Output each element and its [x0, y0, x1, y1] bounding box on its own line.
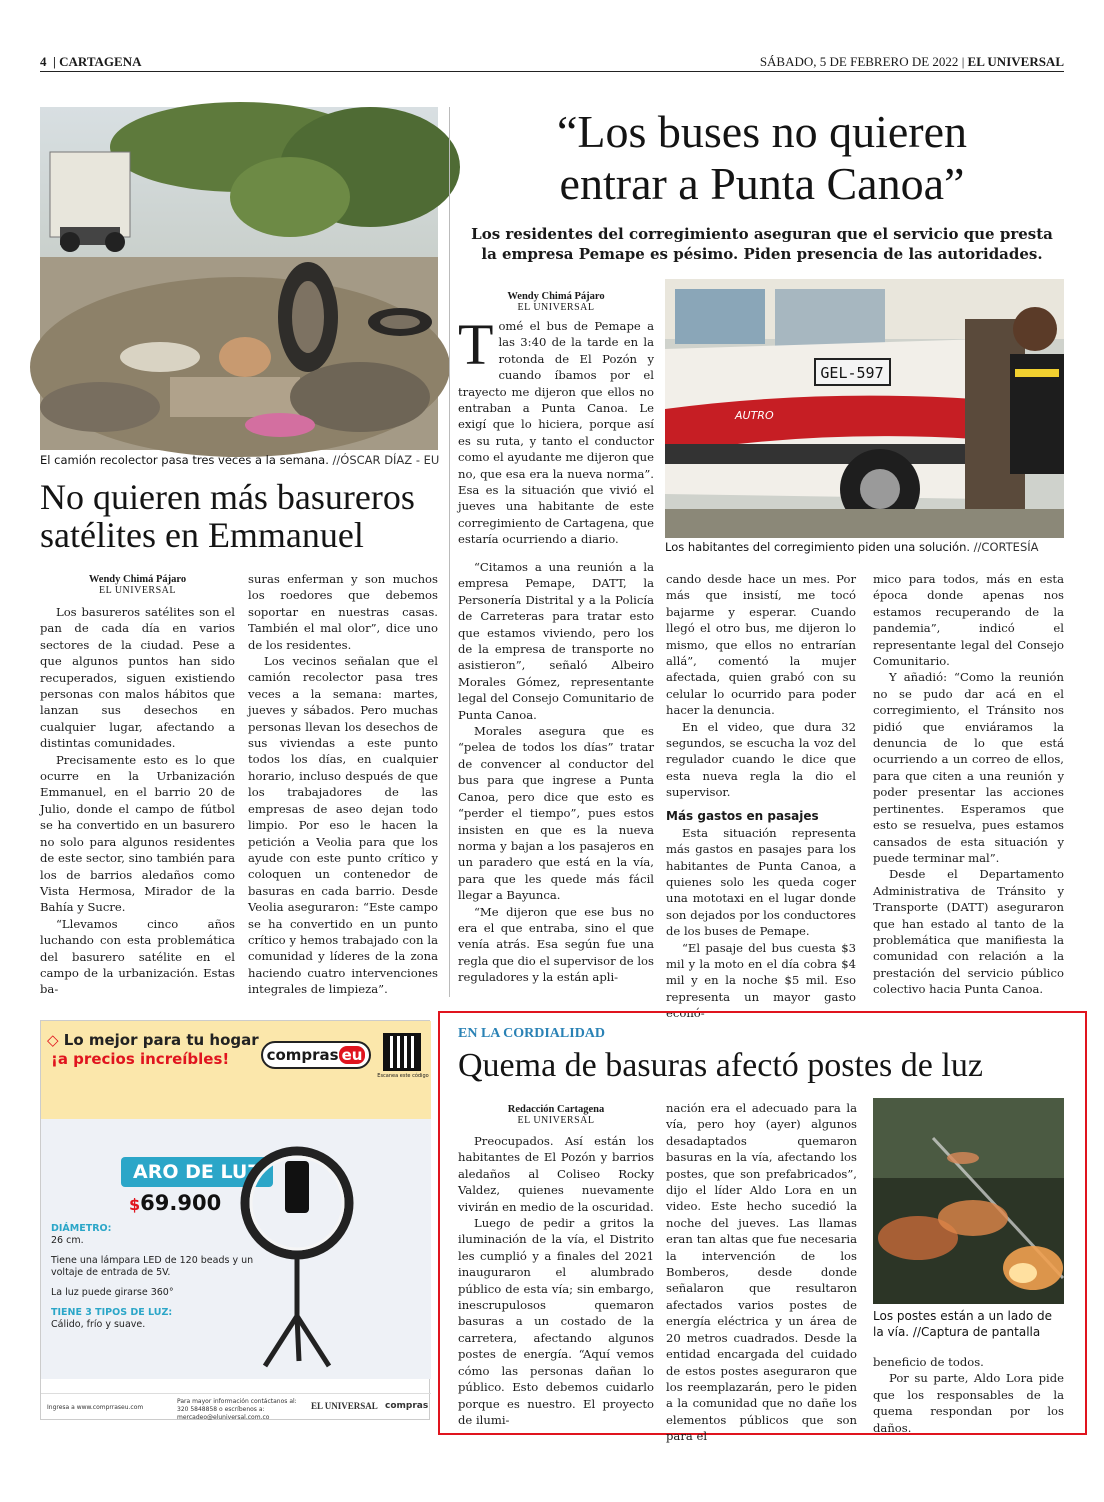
bus-image — [665, 279, 1064, 538]
article2-col3: mico para todos, más en esta época donde apenas nos estamos recuperando de la pandemia”, indicó el representante legal del Consejo Comunitario. Y añadió: “Como la reunión no se pudo dar acá en el corregimiento, el Tránsito nos pidió que enviáramos la denuncia de lo que está ocurriendo a un correo de ellos, para que citen a una reunión y poder presentar las acciones pertinentes. Esperamos que esto se resuelva, pues estamos cansados de esta situación y puede terminar mal”. Desde el Departamento Administrativa de Tránsito y Transporte (DATT) aseguraron que han estado al tanto de la problemática que manifiesta la comunidad con relación a la prestación del servicio público colectivo hacia Punta Canoa. — [873, 572, 1064, 997]
headline-buses: “Los buses no quieren entrar a Punta Canoa” — [556, 106, 968, 209]
product-name: ARO DE LUZ — [121, 1157, 273, 1187]
article3-col2: nación era el adecuado para la vía, pero hoy (ayer) algunos desadaptados quemaron basuras en la vía, afectando los postes, que son prefabricados”, dijo el líder Aldo Lora en un video. Este hecho sucedió la noche del jueves. Las llamas eran tan altas que fue necesaria la intervención de los Bomberos, desde donde señalaron que resultaron afectados varios postes de energía eléctrica y un área de 20 metros cuadrados. Desde la entidad encargada del cuidado de estos postes aseguraron que los reemplazarán, pero le piden a la comunidad que no dañe los elementos públicos que son para el — [666, 1101, 857, 1444]
garbage-photo — [40, 107, 438, 450]
photo-caption-2: Los habitantes del corregimiento piden una solución. //CORTESÍA — [665, 540, 1039, 554]
qr-label: Escanea este código — [377, 1073, 429, 1079]
section-label: 4 | CARTAGENA — [40, 54, 142, 69]
article3-col3: beneficio de todos. Por su parte, Aldo Lora pide que los responsables de la quema respondan por los daños. — [873, 1355, 1064, 1435]
article2-col1-bottom: “Citamos a una reunión a la empresa Pemape, DATT, la Personería Distrital y a la Policía de Carreteras para tratar esto que estamos viviendo, pero los de la empresa de transporte no asistieron”, señaló Albeiro Morales Gómez, representante legal del Consejo Comunitario de Punta Canoa. Morales asegura que es “pelea de todos los días” tratar de convencer al conductor del bus para que ingrese a Punta Canoa, pero dice que esto es “perder el tiempo”, pues estos insisten en que es la nueva norma y bajan a los pasajeros en un paradero que está en la vía, para que les quede más fácil llegar a Bayunca. “Me dijeron que ese bus no era el que entraba, sino el que venía atrás. Esa según fue una regla que dio el supervisor de los reguladores y la están apli- — [458, 560, 654, 985]
headline-basureros: No quieren más basureros satélites en Emmanuel — [40, 477, 415, 555]
page-header — [40, 52, 1064, 72]
kicker-cordialidad: EN LA CORDIALIDAD — [458, 1026, 606, 1041]
advertisement[interactable] — [40, 1020, 430, 1420]
photo-caption-1: El camión recolector pasa tres veces a la semana. //ÓSCAR DÍAZ - EU — [40, 453, 440, 467]
byline-3: Redacción Cartagena EL UNIVERSAL — [507, 1104, 605, 1126]
photo-caption-3: Los postes están a un lado de la vía. //Captura de pantalla — [873, 1309, 1053, 1339]
product-specs: DIÁMETRO: 26 cm. Tiene una lámpara LED de 120 beads y un voltaje de entrada de 5V. La luz puede girarse 360° TIENE 3 TIPOS DE LUZ: Cálido, frío y suave. — [51, 1223, 254, 1330]
article1-col2: suras enferman y son muchos los roedores que debemos soportar en nuestras casas. También el mal olor”, dice uno de los residentes. Los vecinos señalan que el camión recolector pasa tres veces a la semana: martes, jueves y sábados. Pero muchas personas llevan los desechos de sus viviendas a este punto todos los días, en cualquier horario, incluso después de que los trabajadores de las empresas de aseo dejan todo limpio. Por eso le hacen la petición a Veolia para que los ayude con este punto crítico y coloquen un contenedor de basuras en cada barrio. Desde Veolia aseguraron: “Este campo se ha convertido en un punto crítico y hemos trabajado con la comunidad y líderes de la zona haciendo cuatro intervenciones integrales de limpieza”. — [248, 572, 438, 997]
column-divider — [449, 107, 450, 997]
deck-buses: Los residentes del corregimiento aseguran que el servicio que presta la empresa Pemape es pésimo. Piden presencia de las autoridades. — [471, 225, 1053, 263]
svg-text:AUTRO: AUTRO — [735, 409, 774, 422]
date-line: SÁBADO, 5 DE FEBRERO DE 2022 | EL UNIVERSAL — [759, 54, 1064, 69]
byline-1: Wendy Chimá Pájaro EL UNIVERSAL — [88, 574, 187, 596]
svg-text:GEL-597: GEL-597 — [820, 364, 884, 382]
qr-code-icon[interactable] — [383, 1033, 421, 1071]
byline-2: Wendy Chimá Pájaro EL UNIVERSAL — [507, 291, 605, 313]
garbage-dump-image — [40, 107, 438, 450]
article1-col1: Los basureros satélites son el pan de cada día en varios sectores de la ciudad. Pese a que algunos puntos han sido recuperados, siguen existiendo personas con malos hábitos que lanzan sus desechos en cualquier lugar, afectando a distintas comunidades. Precisamente esto es lo que ocurre en la Urbanización Emmanuel, en el barrio 20 de Julio, donde el campo de fútbol se ha convertido en un basurero no solo para algunos residentes de este sector, sino también para los de barrios aledaños como Vista Hermosa, Mirador de la Bahía y Sucre. “Llevamos cinco años luchando con esta problemática del basurero satélite en el campo de la urbanización. Estas ba- — [40, 605, 235, 997]
article2-col1-top: Tomé el bus de Pemape a las 3:40 de la tarde en la rotonda de El Pozón y cuando íbamos por el trayecto me dijeron que ellos no entraban a Punta Canoa. Le exigí que lo hiciera, porque así es su ruta, y tanto el conductor como el ayudante me dijeron que no, que esa era la nueva norma”. Esa es la situación que vivió el jueves una habitante de este corregimiento de Cartagena, que estaría ocurriendo a diario. — [458, 312, 654, 547]
fire-photo — [873, 1098, 1064, 1304]
ad-footer: Ingresa a www.comprraseu.com Para mayor información contáctanos al: 320 5848858 o escríbenos a: mercadeo@eluniversal.com.co EL UNIVERSAL compras — [41, 1393, 431, 1421]
headline-quema: Quema de basuras afectó postes de luz — [458, 1047, 983, 1084]
price-tag: $69.900 — [129, 1191, 222, 1215]
article3-col1: Preocupados. Así están los habitantes de El Pozón y barrios aledaños al Coliseo Rocky Valdez, quienes nuevamente vivirán en medio de la oscuridad. Luego de pedir a gritos la iluminación de la vía, el Distrito les cumplió y a finales del 2021 inauguraron el alumbrado público de esta vía; sin embargo, inescrupulosos quemaron basuras a un costado de la carretera, afectando algunos postes de energía. “Aquí vemos cómo las personas dañan lo público. Esto debemos cuidarlo porque es nuestro. El proyecto de ilumi- — [458, 1134, 654, 1427]
subhead-gastos: Más gastos en pasajes — [666, 808, 819, 823]
article2-col2: cando desde hace un mes. Por más que insistí, me tocó bajarme y esperar. Cuando llegó el otro bus, me dijeron lo mismo, que ellos no entrarían allá”, comentó la mujer afectada, quien grabó con su celular lo ocurrido para poder hacer la denuncia. En el video, que dura 32 segundos, se escucha la voz del regulador cuando le dice que esta nueva regla la dio el supervisor. Más gastos en pasajes Esta situación representa más gastos en pasajes para los habitantes de Punta Canoa, a quienes solo les queda coger una mototaxi en el lugar donde son dejados por los conductores de los buses de Pemape. “El pasaje del bus cuesta $3 mil y la moto en el día cobra $4 mil y en la noche $5 mil. Eso representa un mayor gasto econó- — [666, 572, 856, 1021]
drop-cap: T — [458, 312, 494, 377]
bus-photo — [665, 279, 1064, 538]
ad-tagline: ◇ Lo mejor para tu hogar ¡a precios increíbles! — [47, 1031, 259, 1068]
ad-brand-logo: compras eu — [261, 1041, 371, 1069]
ring-light-icon — [237, 1141, 357, 1371]
fire-image — [873, 1098, 1064, 1304]
